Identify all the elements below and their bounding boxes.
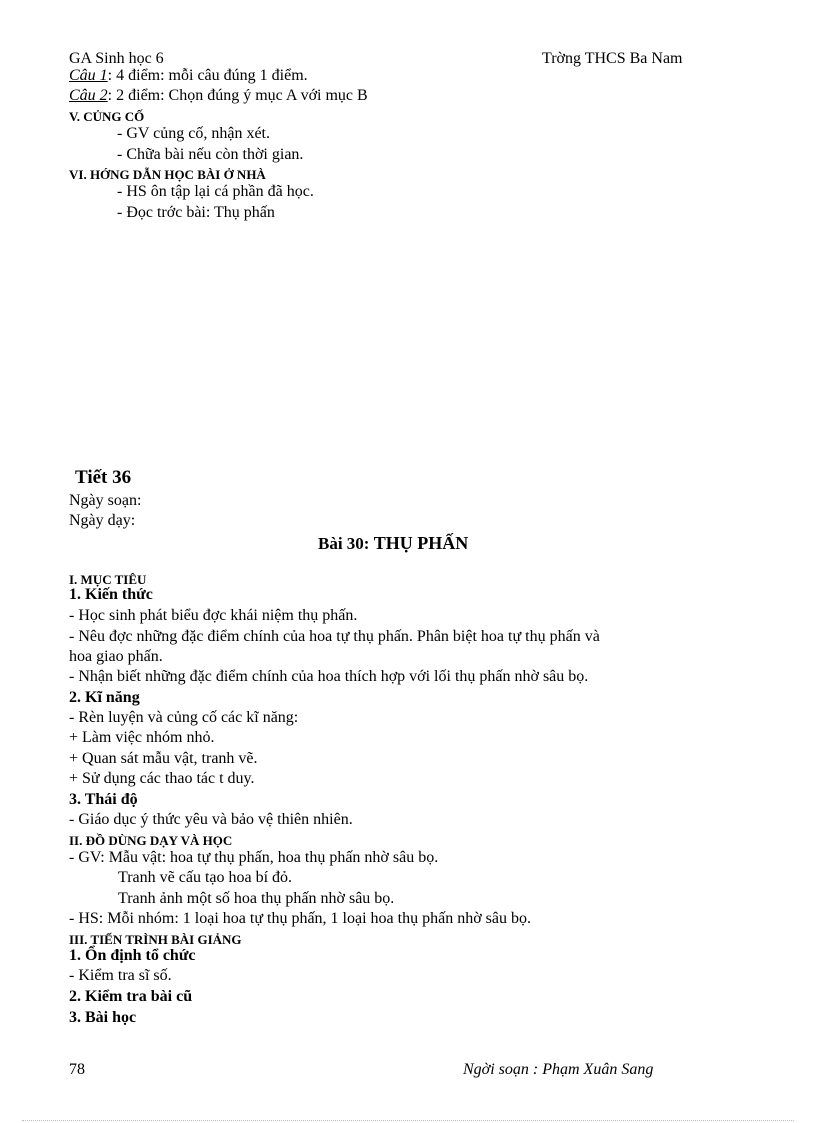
tiet-heading: Tiết 36 <box>75 467 132 488</box>
kiem-tra-heading: 2. Kiểm tra bài cũ <box>69 988 193 1005</box>
grading-cau1 <box>69 66 308 86</box>
bai-hoc-heading: 3. Bài học <box>69 1009 137 1026</box>
thai-do-heading: 3. Thái độ <box>69 791 138 808</box>
on-dinh-heading: 1. Ổn định tổ chức <box>69 947 196 964</box>
section5-item: - Chữa bài nếu còn thời gian. <box>117 146 304 163</box>
ki-nang-line: - Rèn luyện và củng cố các kĩ năng: <box>69 709 299 726</box>
ngay-day: Ngày dạy: <box>69 512 136 529</box>
section6-heading: VI. HỚNG DẪN HỌC BÀI Ở NHÀ <box>69 167 266 182</box>
page-divider <box>22 1120 794 1121</box>
section6-item: - HS ôn tập lại cá phần đã học. <box>117 183 314 200</box>
kien-thuc-line: hoa giao phấn. <box>69 648 163 665</box>
bai-title: THỤ PHẤN <box>373 533 469 553</box>
muc-tieu-heading: I. MỤC TIÊU <box>69 572 147 587</box>
kien-thuc-line: - Nhận biết những đặc điểm chính của hoa thích hợp với lối thụ phấn nhờ sâu bọ. <box>69 668 589 685</box>
tien-trinh-heading: III. TIẾN TRÌNH BÀI GIẢNG <box>69 932 242 947</box>
cau1-text: : 4 điểm: mỗi câu đúng 1 điểm. <box>107 67 308 84</box>
do-dung-line: Tranh ảnh một số hoa thụ phấn nhờ sâu bọ. <box>118 890 395 907</box>
thai-do-line: - Giáo dục ý thức yêu và bảo vệ thiên nhiên. <box>69 811 353 828</box>
header-left: GA Sinh học 6 <box>69 50 164 67</box>
header-right: Trờng THCS Ba Nam <box>542 50 683 67</box>
ki-nang-line: + Quan sát mẫu vật, tranh vẽ. <box>69 750 258 767</box>
do-dung-line: Tranh vẽ cấu tạo hoa bí đỏ. <box>118 869 293 886</box>
section5-item: - GV củng cố, nhận xét. <box>117 125 270 142</box>
do-dung-line: - HS: Mỗi nhóm: 1 loại hoa tự thụ phấn, 1 loại hoa thụ phấn nhờ sâu bọ. <box>69 910 531 927</box>
footer-author: Ngời soạn : Phạm Xuân Sang <box>463 1061 654 1078</box>
kien-thuc-line: - Nêu đợc những đặc điểm chính của hoa tự thụ phấn. Phân biệt hoa tự thụ phấn và <box>69 628 600 645</box>
cau2-text: : 2 điểm: Chọn đúng ý mục A với mục B <box>107 87 368 104</box>
kien-thuc-line: - Học sinh phát biểu đợc khái niệm thụ phấn. <box>69 607 358 624</box>
section5-heading: V. CỦNG CỐ <box>69 109 145 124</box>
do-dung-line: - GV: Mẫu vật: hoa tự thụ phấn, hoa thụ phấn nhờ sâu bọ. <box>69 849 439 866</box>
on-dinh-line: - Kiểm tra sĩ số. <box>69 967 172 984</box>
section6-item: - Đọc trớc bài: Thụ phấn <box>117 204 275 221</box>
do-dung-heading: II. ĐỒ DÙNG DẠY VÀ HỌC <box>69 833 233 848</box>
cau1-label: Câu 1 <box>69 67 108 84</box>
bai-label: Bài 30: <box>318 534 370 553</box>
kien-thuc-heading: 1. Kiến thức <box>69 586 153 603</box>
page-number: 78 <box>69 1061 85 1078</box>
ngay-soan: Ngày soạn: <box>69 492 142 509</box>
lesson-title <box>318 532 468 555</box>
ki-nang-heading: 2. Kĩ năng <box>69 689 140 706</box>
grading-cau2 <box>69 86 368 106</box>
ki-nang-line: + Sử dụng các thao tác t duy. <box>69 770 255 787</box>
cau2-label: Câu 2 <box>69 87 108 104</box>
ki-nang-line: + Làm việc nhóm nhỏ. <box>69 729 215 746</box>
